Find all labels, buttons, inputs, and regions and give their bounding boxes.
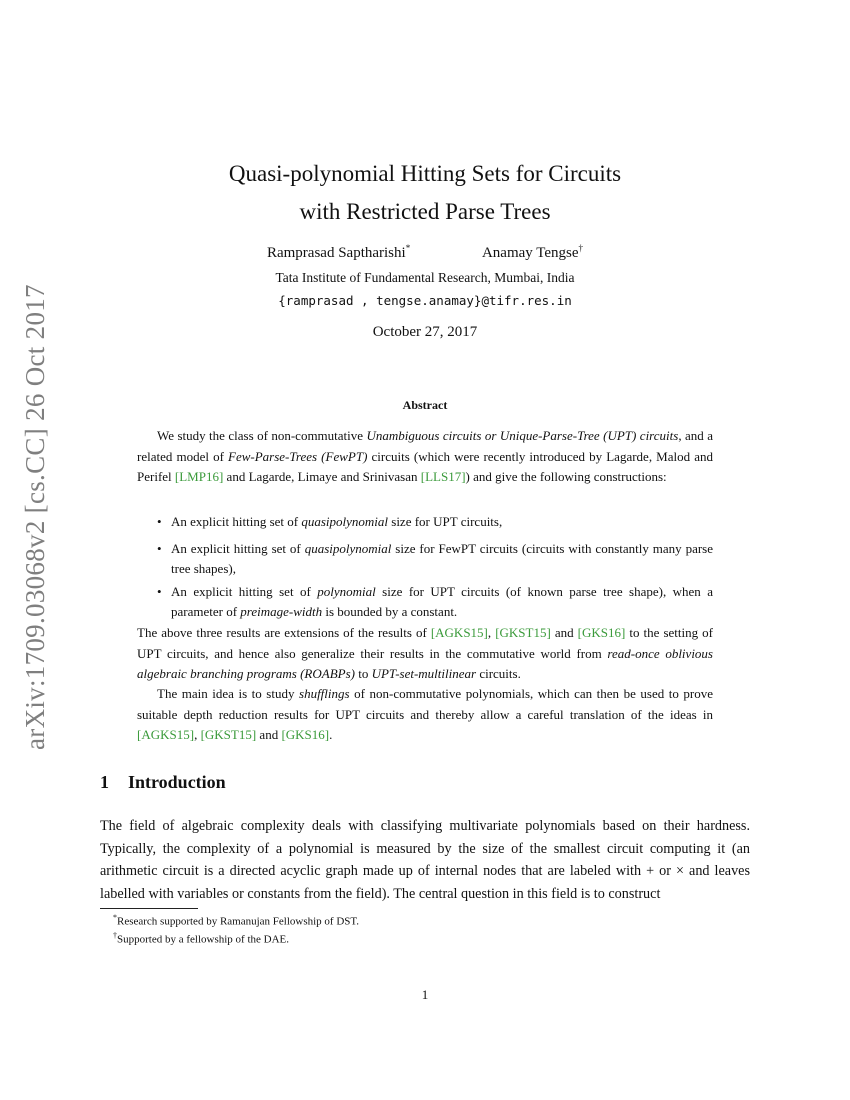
footnote-rule: [100, 908, 198, 909]
citation-link[interactable]: [GKST15]: [495, 625, 551, 640]
citation-link[interactable]: [GKS16]: [281, 727, 330, 742]
title-line-1: Quasi-polynomial Hitting Sets for Circuits: [228, 161, 622, 186]
affiliation: Tata Institute of Fundamental Research, Mumbai, India: [275, 270, 575, 285]
page-number: 1: [421, 987, 429, 1002]
citation-link[interactable]: [GKST15]: [200, 727, 257, 742]
footnote-2: †Supported by a fellowship of the DAE.: [113, 931, 289, 946]
abstract-paragraph-1: We study the class of non-commutative Unambiguous circuits or Unique-Parse-Tree (UPT) circuits, and a related model of Few-Parse-Trees (FewPT) circuits (which were recently introduced by Lagarde, Malod and Perifel [LMP16] and Lagarde, Limaye and Srinivasan [LLS17]) and give the following constructions:: [137, 428, 713, 484]
section-heading: 1 Introduction: [100, 772, 226, 792]
abstract-heading: Abstract: [402, 398, 448, 412]
citation-link[interactable]: [AGKS15]: [430, 625, 488, 640]
arxiv-stamp: arXiv:1709.03068v2 [cs.CC] 26 Oct 2017: [20, 284, 50, 750]
author-list: [0, 243, 850, 262]
citation-link[interactable]: [LMP16]: [174, 469, 224, 484]
author-2: Anamay Tengse†: [481, 243, 584, 261]
abstract-paragraph-2: The above three results are extensions of the results of [AGKS15], [GKST15] and [GKS16] to the setting of UPT circuits, and hence also generalize their results in the commutative world from read-once oblivious algebraic branching programs (ROABPs) to UPT-set-multilinear circuits.: [137, 625, 713, 681]
list-item: • An explicit hitting set of polynomial size for UPT circuits (of known parse tree shape), when a parameter of preimage-width is bounded by a constant.: [157, 583, 713, 619]
list-item: • An explicit hitting set of quasipolynomial size for UPT circuits,: [157, 512, 713, 533]
title-line-2: with Restricted Parse Trees: [299, 199, 551, 224]
citation-link[interactable]: [AGKS15]: [137, 727, 195, 742]
list-item: • An explicit hitting set of quasipolynomial size for FewPT circuits (circuits with constantly many parse tree shapes),: [157, 540, 714, 576]
citation-link[interactable]: [LLS17]: [420, 469, 466, 484]
email-address[interactable]: {ramprasad , tengse.anamay}@tifr.res.in: [278, 293, 572, 308]
intro-paragraph: The field of algebraic complexity deals with classifying multivariate polynomials based on their hardness. Typically, the complexity of a polynomial is measured by the size of the smallest circuit computing it (an arithmetic circuit is a directed acyclic graph made up of internal nodes that are labeled with + or × and leaves labelled with variables or constants from the field). The central question in this field is to construct: [100, 818, 750, 902]
bullet-icon: •: [157, 514, 162, 529]
citation-link[interactable]: [GKS16]: [577, 625, 626, 640]
abstract-paragraph-3: The main idea is to study shufflings of non-commutative polynomials, which can then be used to prove suitable depth reduction results for UPT circuits and thereby allow a careful translation of the ideas in [AGKS15], [GKST15] and [GKS16].: [137, 686, 713, 742]
paper-date: October 27, 2017: [372, 324, 478, 340]
footnote-1: *Research supported by Ramanujan Fellowship of DST.: [113, 913, 360, 928]
author-1: Ramprasad Saptharishi*: [266, 243, 411, 261]
bullet-icon: •: [157, 540, 162, 556]
contribution-list: [157, 512, 713, 623]
bullet-icon: •: [157, 583, 162, 599]
paper-title: [0, 155, 850, 231]
